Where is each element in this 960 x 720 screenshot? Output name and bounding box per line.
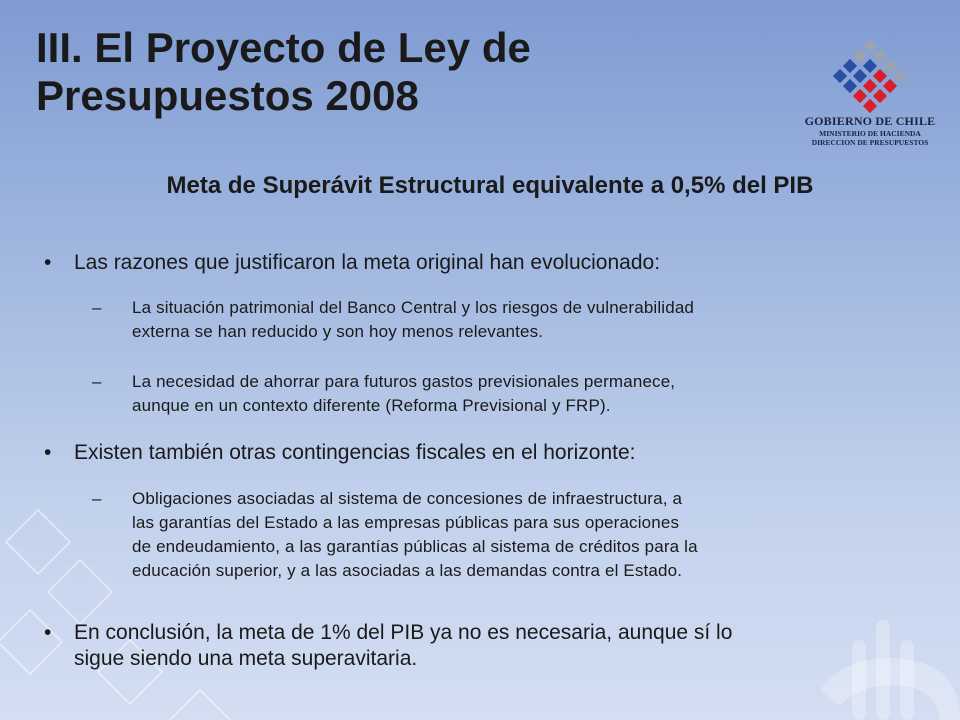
bullet-3-line-1: En conclusión, la meta de 1% del PIB ya no es necesaria, aunque sí lo	[74, 621, 733, 644]
bullet-1	[44, 250, 844, 276]
sub-bullet-2-1	[92, 487, 912, 583]
bullet-3	[44, 620, 924, 672]
gobierno-de-chile-logo	[800, 40, 940, 147]
bullet-marker: •	[44, 251, 52, 274]
dash-marker: –	[92, 298, 102, 317]
dash-marker: –	[92, 372, 102, 391]
sub-bullet-1-2-line-2: aunque en un contexto diferente (Reforma Previsional y FRP).	[132, 396, 611, 415]
logo-line-2: MINISTERIO DE HACIENDA	[819, 129, 921, 138]
sub-bullet-1-1-line-1: La situación patrimonial del Banco Central y los riesgos de vulnerabilidad	[132, 298, 695, 317]
sub-bullet-2-1-line-4: educación superior, y a las asociadas a las demandas contra el Estado.	[132, 561, 683, 580]
sub-bullet-1-1	[92, 296, 912, 344]
sub-bullet-1-2	[92, 370, 912, 418]
logo-line-1: GOBIERNO DE CHILE	[804, 114, 936, 128]
dash-marker: –	[92, 489, 102, 508]
bullet-marker: •	[44, 621, 52, 644]
bullet-marker: •	[44, 441, 52, 464]
sub-bullet-2-1-line-1: Obligaciones asociadas al sistema de concesiones de infraestructura, a	[132, 489, 683, 508]
bullet-2-text: Existen también otras contingencias fiscales en el horizonte:	[74, 441, 636, 464]
title-line-1: III. El Proyecto de Ley de	[36, 24, 531, 71]
logo-diamond-icon	[828, 40, 912, 114]
sub-bullet-2-1-line-3: de endeudamiento, a las garantías públicas al sistema de créditos para la	[132, 537, 698, 556]
bullet-2	[44, 440, 844, 466]
slide-subtitle: Meta de Superávit Estructural equivalente a 0,5% del PIB	[166, 172, 814, 199]
logo-line-3: DIRECCION DE PRESUPUESTOS	[811, 138, 929, 147]
bullet-3-line-2: sigue siendo una meta superavitaria.	[74, 647, 418, 670]
slide-title	[36, 24, 531, 120]
sub-bullet-2-1-line-2: las garantías del Estado a las empresas públicas para sus operaciones	[132, 513, 680, 532]
bullet-1-text: Las razones que justificaron la meta original han evolucionado:	[74, 251, 661, 274]
title-line-2: Presupuestos 2008	[36, 72, 419, 119]
sub-bullet-1-2-line-1: La necesidad de ahorrar para futuros gastos previsionales permanece,	[132, 372, 676, 391]
sub-bullet-1-1-line-2: externa se han reducido y son hoy menos relevantes.	[132, 322, 544, 341]
